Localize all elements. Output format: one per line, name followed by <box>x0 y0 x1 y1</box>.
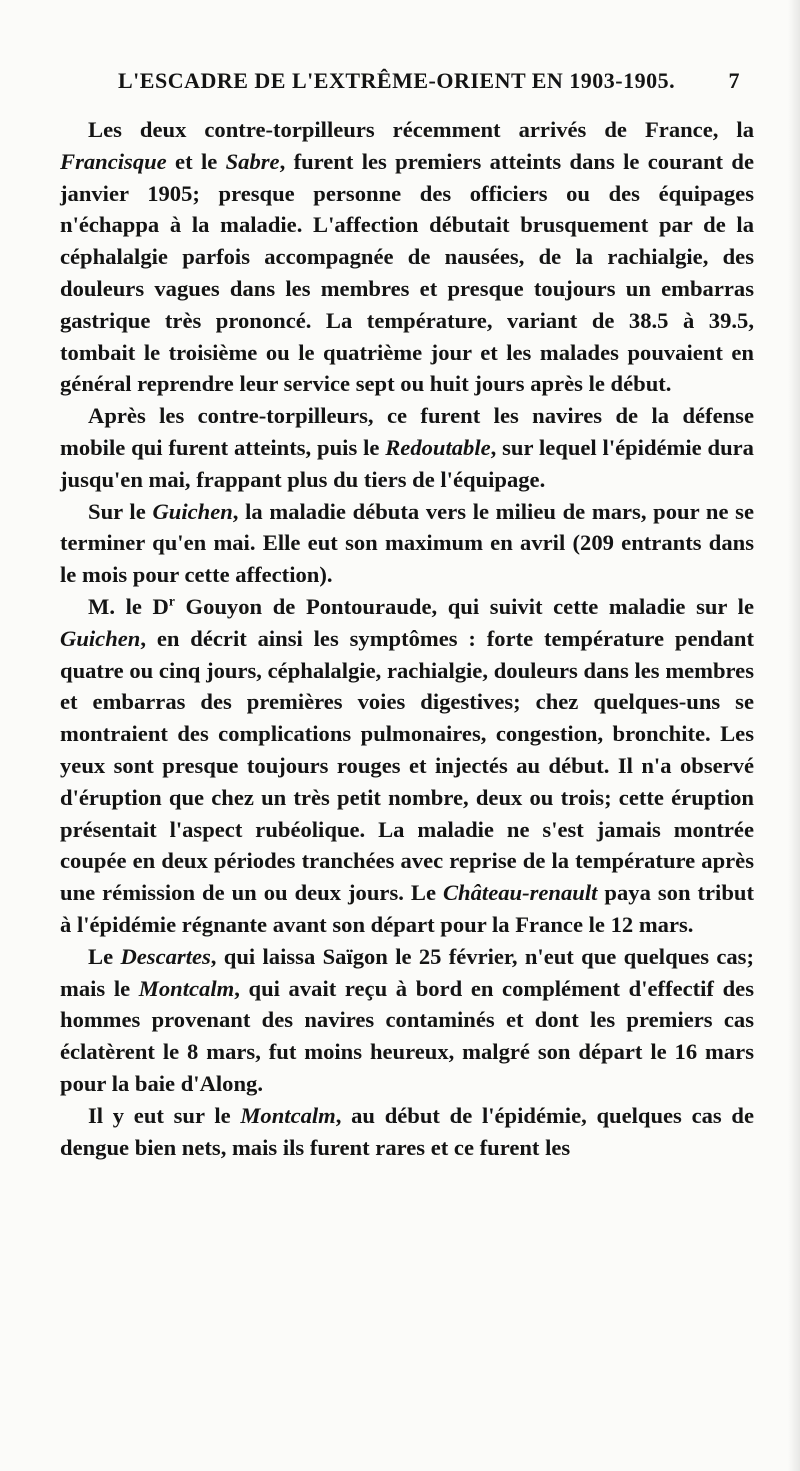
italic-run: Montcalm <box>138 975 235 1001</box>
superscript-run: r <box>168 593 175 609</box>
paragraph <box>60 400 754 495</box>
text-run: , sur lequel l'épidémie dura jusqu'en mai, frappant plus du tiers de l'équipage. <box>60 434 754 492</box>
paragraph <box>60 941 754 1100</box>
text-run: Gouyon de Pontouraude, qui suivit cette maladie sur le <box>174 593 754 619</box>
running-header <box>118 68 738 94</box>
italic-run: Redoutable <box>385 434 491 460</box>
text-run: , qui laissa Saïgon le 25 février, n'eut que quelques cas; mais le <box>60 943 754 1001</box>
text-run: Le <box>88 943 121 969</box>
text-run: Les deux contre-torpilleurs récemment arrivés de France, la <box>88 117 754 142</box>
italic-run: Château-renault <box>442 880 598 906</box>
text-run: , la maladie débuta vers le milieu de mars, pour ne se terminer qu'en mai. Elle eut son maximum en avril (209 entrants dans le mois pour cette affection). <box>60 498 754 588</box>
paragraph <box>60 114 754 400</box>
text-run: , furent les premiers atteints dans le courant de janvier 1905; presque personne des officiers ou des équipages n'échappa à la maladie. L'affection débutait brusquement par de la céphalalgie parfois accompagnée de nausées, de la rachialgie, des douleurs vagues dans les membres et presque toujours un embarras gastrique très prononcé. La température, variant de 38.5 à 39.5, tombait le troisième ou le quatrième jour et les malades pouvaient en général reprendre leur service sept ou huit jours après le début. <box>60 148 754 397</box>
text-run: , en décrit ainsi les symptômes : forte température pendant quatre ou cinq jours, céphalalgie, rachialgie, douleurs dans les membres et embarras des premières voies digestives; chez quelques-uns se montraient des complications pulmonaires, congestion, bronchite. Les yeux sont presque toujours rouges et injectés au début. Il n'a observé d'éruption que chez un très petit nombre, deux ou trois; cette éruption présentait l'aspect rubéolique. La maladie ne s'est jamais montrée coupée en deux périodes tranchées avec reprise de la température après une rémission de un ou deux jours. Le <box>60 625 754 906</box>
italic-run: Guichen <box>60 625 141 651</box>
text-run: Il y eut sur le <box>88 1102 241 1128</box>
text-run: paya son tribut à l'épidémie régnante avant son départ pour la France le 12 mars. <box>60 880 754 937</box>
italic-run: Sabre <box>225 148 280 174</box>
page-number: 7 <box>728 68 740 93</box>
page-edge-shadow <box>788 0 800 1471</box>
header-title: L'ESCADRE DE L'EXTRÊME-ORIENT EN 1903-1905. <box>118 68 676 93</box>
text-run: , au début de l'épidémie, quelques cas de dengue bien nets, mais ils furent rares et ce furent les <box>60 1102 754 1160</box>
paragraph <box>60 591 754 941</box>
italic-run: Montcalm <box>240 1102 336 1128</box>
text-run: Sur le <box>88 498 153 524</box>
italic-run: Guichen <box>152 498 233 524</box>
italic-run: Descartes <box>120 943 211 969</box>
body-text <box>60 114 754 1163</box>
paragraph <box>60 496 754 591</box>
text-run: , qui avait reçu à bord en complément d'effectif des hommes provenant des navires contaminés et dont les premiers cas éclatèrent le 8 mars, fut moins heureux, malgré son départ le 16 mars pour la baie d'Along. <box>60 975 754 1096</box>
text-run: M. le D <box>88 593 169 619</box>
text-run: Après les contre-torpilleurs, ce furent les navires de la défense mobile qui furent atteints, puis le <box>60 403 754 460</box>
paragraph <box>60 1100 754 1164</box>
text-run: et le <box>166 148 226 174</box>
italic-run: Francisque <box>60 148 167 174</box>
